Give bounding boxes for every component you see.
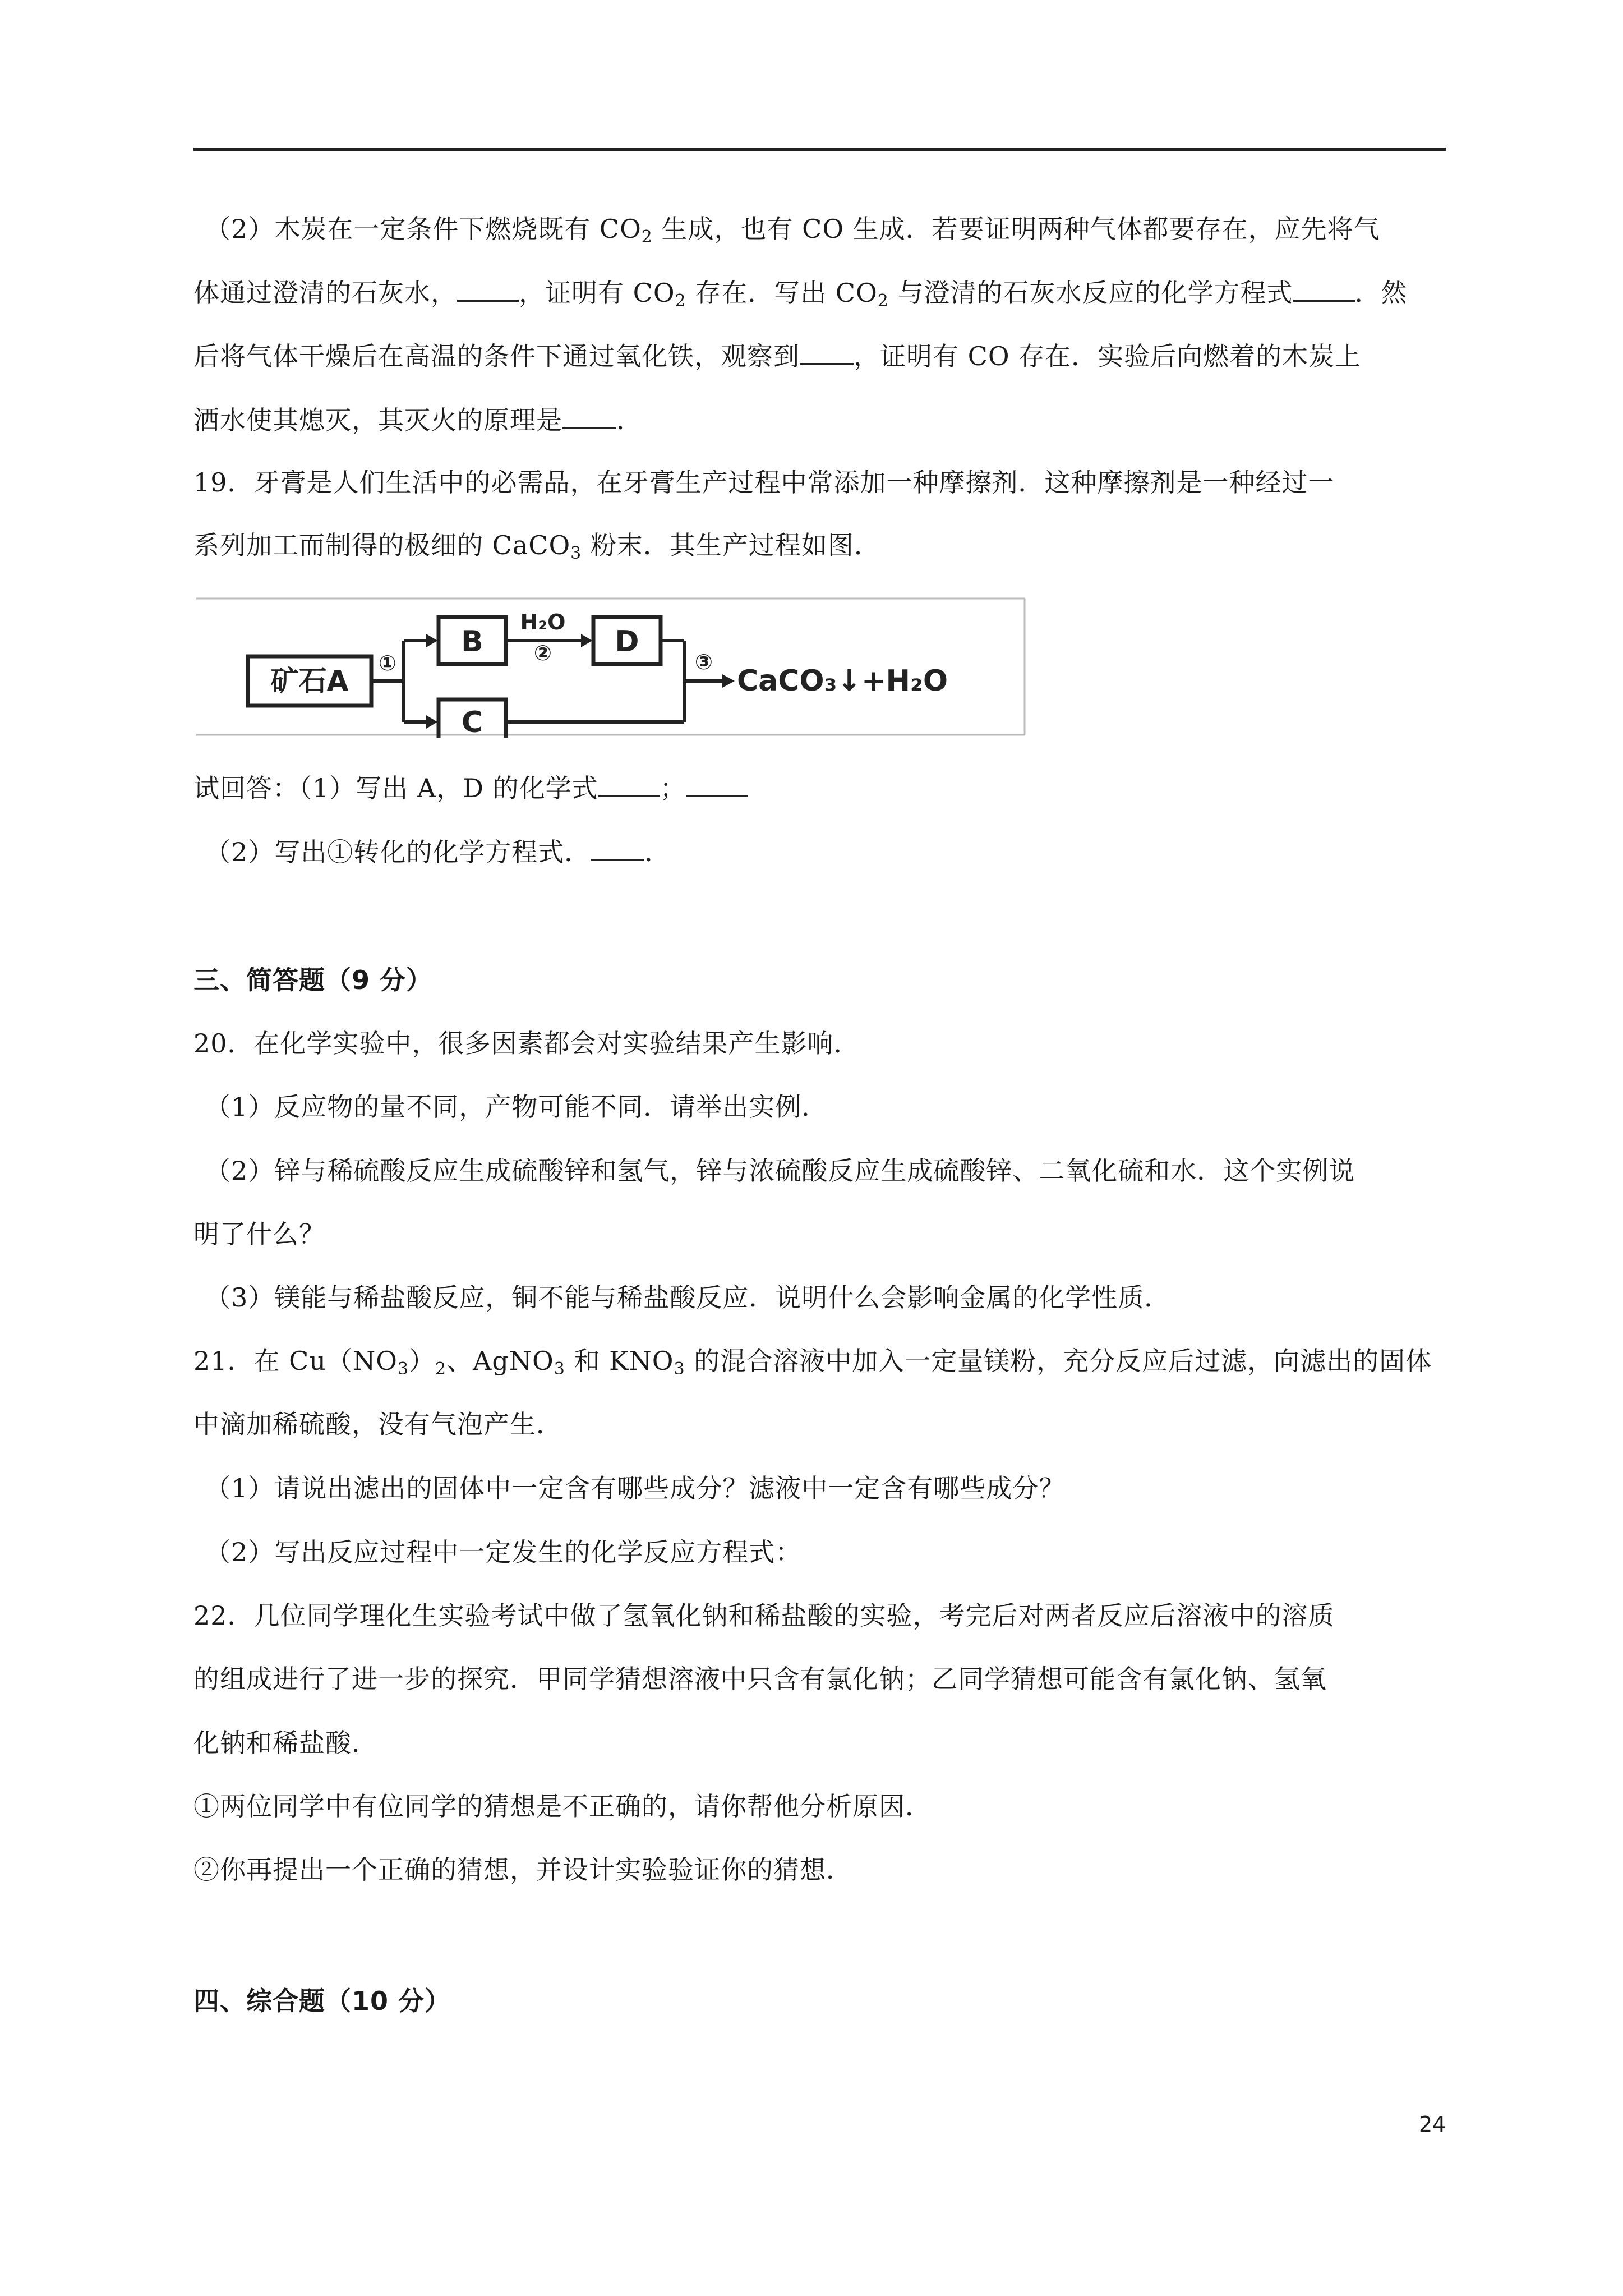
q20-part-2-line-1: （2）锌与稀硫酸反应生成硫酸锌和氢气，锌与浓硫酸反应生成硫酸锌、二氧化硫和水．这个实例说 (205, 1156, 1355, 1186)
product-label: CaCO₃↓+H₂O (737, 664, 948, 698)
q22-line-3: 化钠和稀盐酸． (193, 1728, 378, 1758)
ore-a-label: 矿石A (270, 665, 349, 697)
q20-part-3: （3）镁能与稀盐酸反应，铜不能与稀盐酸反应．说明什么会影响金属的化学性质． (205, 1282, 1171, 1313)
q18-line-2: 体通过澄清的石灰水， ，证明有 $CO_2$ 存在．写出 $CO_2$ 与澄清的石灰水反应的化学方程式 ．然 (193, 275, 1408, 310)
q19-ask-2: （2）写出①转化的化学方程式． ． (205, 834, 671, 869)
answer-blank[interactable] (591, 834, 644, 861)
q21-line-1: 21．在 $Cu(NO_3)_2$、AgNO$_3$ 和 $KNO_3$ 的混合溶液中加入一定量镁粉，充分反应后过滤，向滤出的固体 (193, 1346, 1432, 1379)
q22-line-1: 22．几位同学理化生实验考试中做了氢氧化钠和稀盐酸的实验，考完后对两者反应后溶液中的溶质 (193, 1600, 1335, 1631)
q20-part-1: （1）反应物的量不同，产物可能不同．请举出实例． (205, 1092, 828, 1122)
q21-line-2: 中滴加稀硫酸，没有气泡产生． (193, 1409, 562, 1439)
answer-blank[interactable] (800, 338, 854, 365)
q22-item-1: ①两位同学中有位同学的猜想是不正确的，请你帮他分析原因． (193, 1791, 932, 1821)
q18-line-4: 洒水使其熄灭，其灭火的原理是 ． (193, 402, 643, 437)
water-label: H₂O (520, 610, 566, 634)
production-process-diagram (196, 597, 1026, 738)
q22-line-2: 的组成进行了进一步的探究．甲同学猜想溶液中只含有氯化钠；乙同学猜想可能含有氯化钠、氢氧 (193, 1664, 1327, 1694)
page-number: 24 (1419, 2112, 1446, 2137)
answer-blank[interactable] (457, 275, 519, 302)
b-label: B (461, 625, 483, 659)
q21-part-1: （1）请说出滤出的固体中一定含有哪些成分？滤液中一定含有哪些成分？ (205, 1473, 1066, 1503)
step-1-label: ① (378, 651, 397, 675)
answer-blank[interactable] (562, 402, 616, 429)
step-3-label: ③ (694, 650, 713, 674)
q18-line-3: 后将气体干燥后在高温的条件下通过氧化铁，观察到 ，证明有 CO 存在．实验后向燃着的木炭上 (193, 338, 1361, 373)
q18-line-1: （2）木炭在一定条件下燃烧既有 $CO_2$ 生成，也有 CO 生成．若要证明两种气体都要存在，应先将气 (205, 214, 1380, 247)
d-label: D (615, 625, 639, 659)
q21-part-2: （2）写出反应过程中一定发生的化学反应方程式： (205, 1537, 802, 1567)
step-2-label: ② (533, 641, 552, 665)
q20-part-2-line-2: 明了什么？ (193, 1219, 325, 1249)
answer-blank[interactable] (598, 770, 660, 797)
q19-ask-1: 试回答：（1）写出 A，D 的化学式 ； (193, 770, 748, 805)
q22-item-2: ②你再提出一个正确的猜想，并设计实验验证你的猜想． (193, 1855, 852, 1885)
q19-line-2: 系列加工而制得的极细的 CaCO$_3$ 粉末．其生产过程如图． (193, 530, 880, 563)
header-rule (193, 148, 1446, 151)
answer-blank[interactable] (1293, 275, 1355, 302)
section-3-title: 三、简答题（9 分） (193, 965, 433, 995)
q20: 20．在化学实验中，很多因素都会对实验结果产生影响． (193, 1028, 860, 1059)
q19-line-1: 19．牙膏是人们生活中的必需品，在牙膏生产过程中常添加一种摩擦剂．这种摩擦剂是一种经过一 (193, 467, 1335, 498)
section-4-title: 四、综合题（10 分） (193, 1986, 451, 2016)
c-label: C (461, 706, 483, 738)
answer-blank[interactable] (686, 770, 748, 797)
